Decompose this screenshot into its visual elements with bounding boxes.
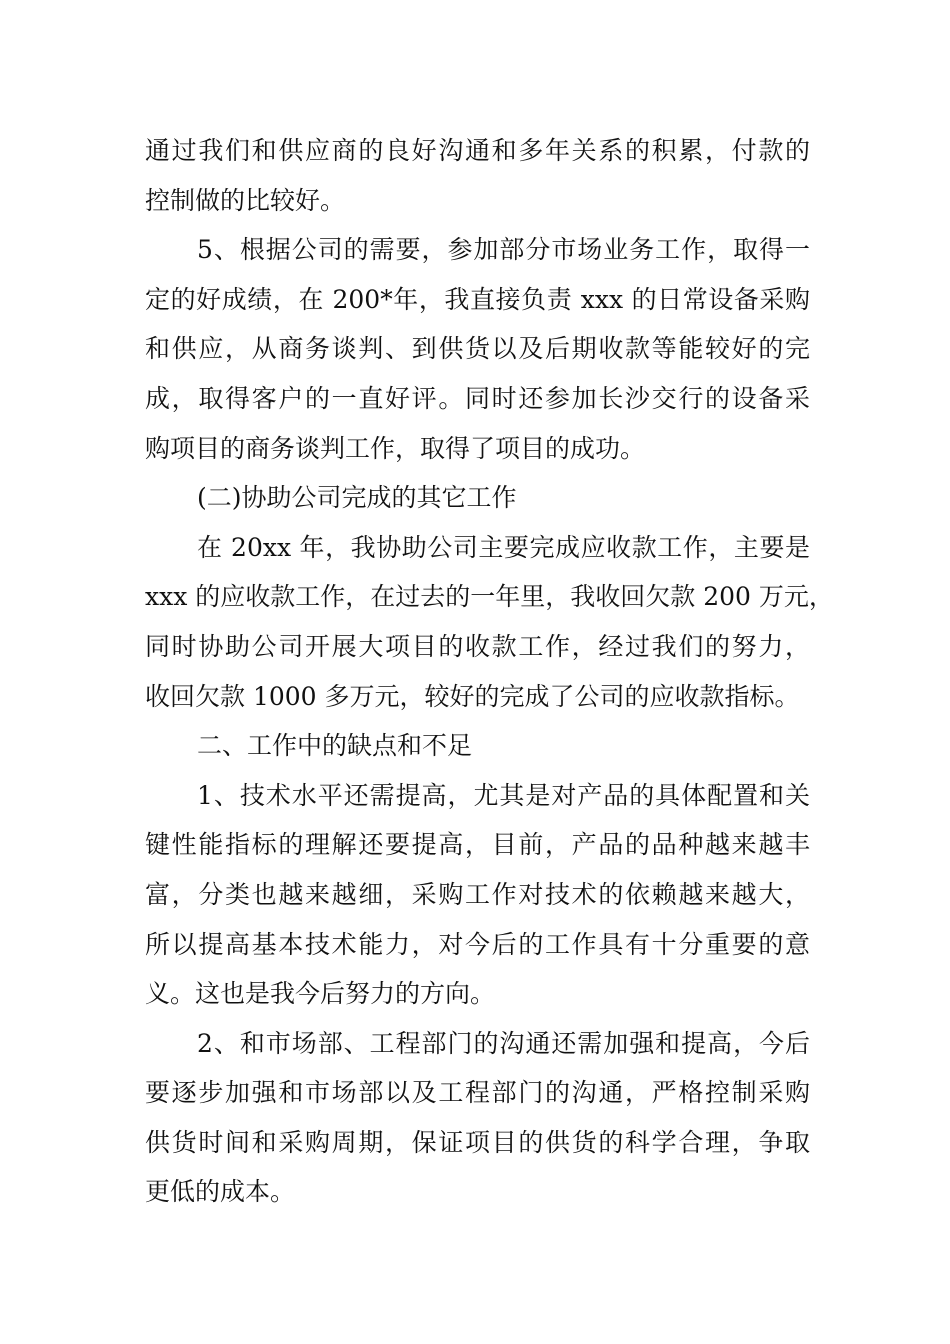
text-line: 供货时间和采购周期，保证项目的供货的科学合理，争取 bbox=[145, 1127, 810, 1157]
text-line: 收回欠款 1000 多万元，较好的完成了公司的应收款指标。 bbox=[145, 681, 800, 711]
document-body bbox=[145, 126, 834, 1217]
text-line: 成，取得客户的一直好评。同时还参加长沙交行的设备采 bbox=[145, 383, 810, 413]
text-line: 同时协助公司开展大项目的收款工作，经过我们的努力， bbox=[145, 631, 810, 661]
text-line: 购项目的商务谈判工作，取得了项目的成功。 bbox=[145, 433, 646, 463]
text-line: 富，分类也越来越细，采购工作对技术的依赖越来越大， bbox=[145, 879, 810, 909]
text-line: 义。这也是我今后努力的方向。 bbox=[145, 979, 496, 1009]
text-line: xxx 的应收款工作，在过去的一年里，我收回欠款 200 万元， bbox=[145, 582, 834, 612]
text-line: 定的好成绩，在 200*年，我直接负责 xxx 的日常设备采购 bbox=[145, 284, 810, 314]
section-heading: 二、工作中的缺点和不足 bbox=[197, 731, 473, 761]
paragraph-start-line: 在 20xx 年，我协助公司主要完成应收款工作，主要是 bbox=[197, 532, 810, 562]
text-line: 通过我们和供应商的良好沟通和多年关系的积累，付款的 bbox=[145, 136, 810, 165]
text-line: 键性能指标的理解还要提高，目前，产品的品种越来越丰 bbox=[145, 830, 810, 860]
text-line: 要逐步加强和市场部以及工程部门的沟通，严格控制采购 bbox=[145, 1078, 810, 1108]
text-line: 控制做的比较好。 bbox=[145, 185, 346, 215]
section-heading: (二)协助公司完成的其它工作 bbox=[197, 483, 517, 513]
text-line: 所以提高基本技术能力，对今后的工作具有十分重要的意 bbox=[145, 929, 810, 959]
paragraph-start-line: 5、根据公司的需要，参加部分市场业务工作，取得一 bbox=[197, 235, 810, 265]
text-line: 更低的成本。 bbox=[145, 1177, 296, 1207]
paragraph-start-line: 2、和市场部、工程部门的沟通还需加强和提高，今后 bbox=[197, 1028, 810, 1058]
paragraph-start-line: 1、技术水平还需提高，尤其是对产品的具体配置和关 bbox=[197, 780, 810, 810]
text-line: 和供应，从商务谈判、到供货以及后期收款等能较好的完 bbox=[145, 334, 810, 364]
